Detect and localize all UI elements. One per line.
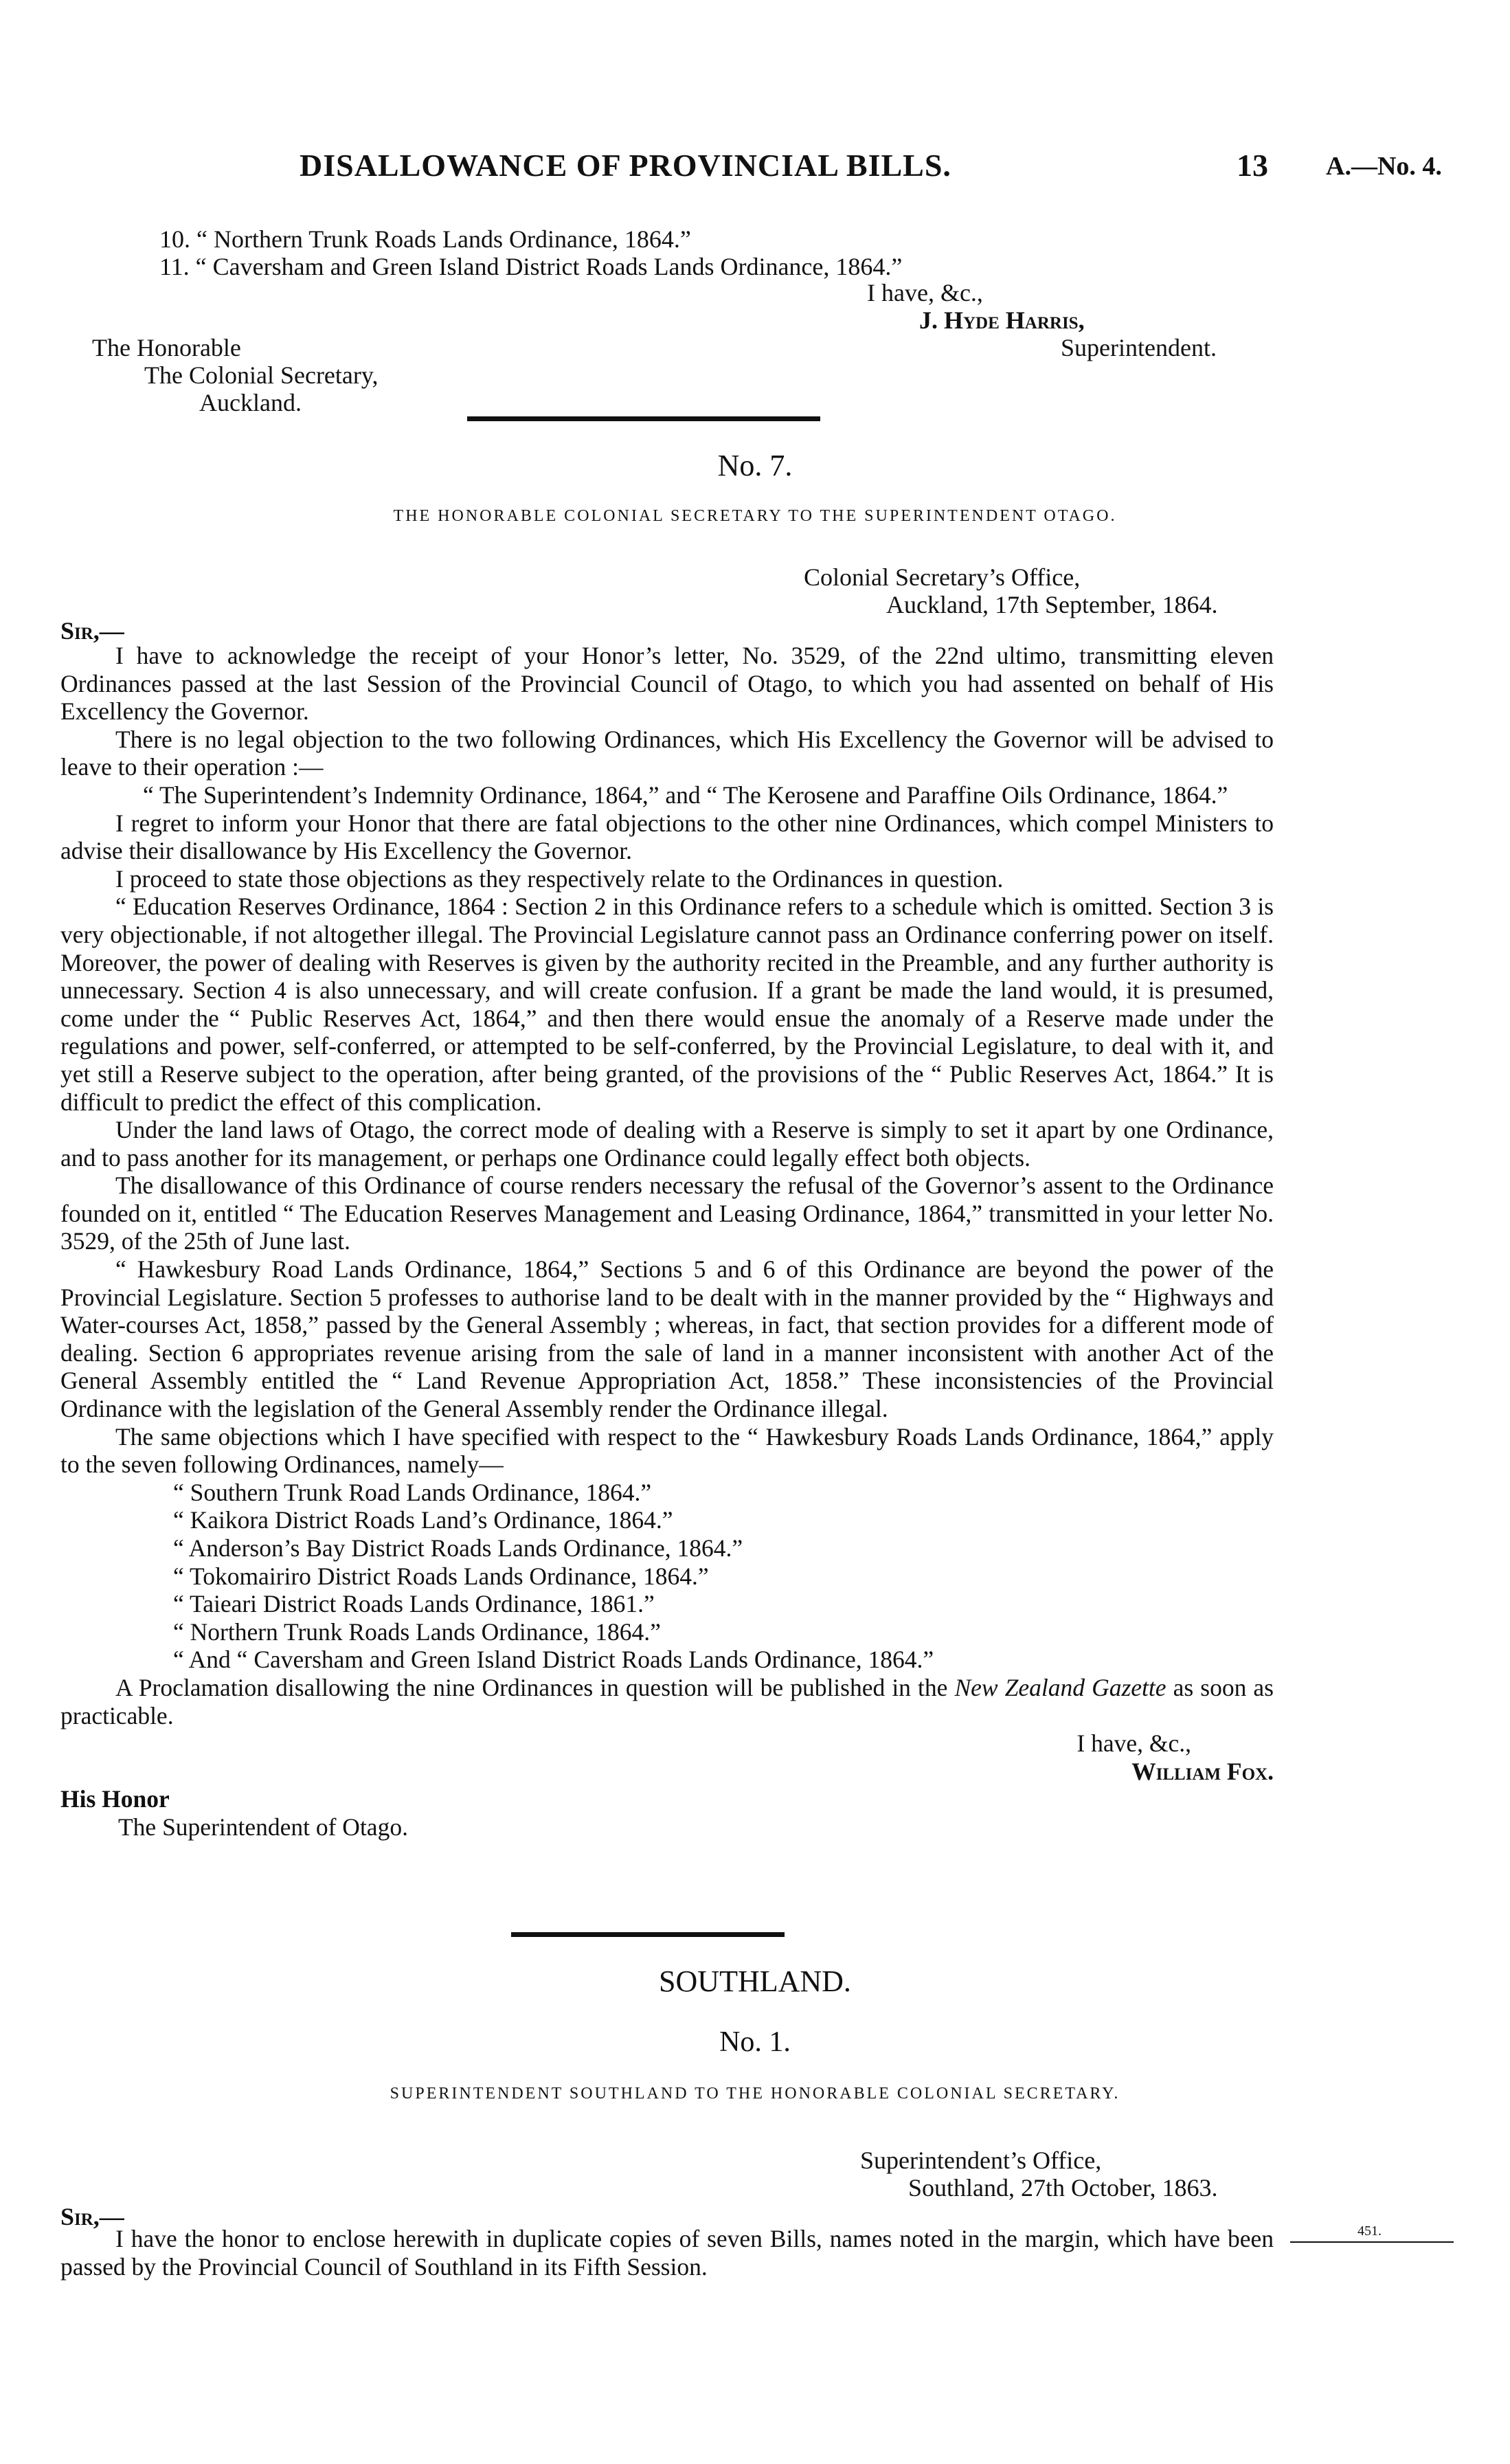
ordinance-item-10: 10. “ Northern Trunk Roads Lands Ordinance, 1864.” [159, 225, 691, 253]
paragraph-no-objection: There is no legal objection to the two following Ordinances, which His Excellency the Governor will be advised to leave to their operation :— [60, 725, 1274, 781]
ordinance-list-item: “ Anderson’s Bay District Roads Lands Ordinance, 1864.” [173, 1534, 743, 1562]
paragraph-approved-ordinances: “ The Superintendent’s Indemnity Ordinance, 1864,” and “ The Kerosene and Paraffine Oils Ordinance, 1864.” [143, 781, 1228, 809]
paragraph-acknowledge: I have to acknowledge the receipt of your Honor’s letter, No. 3529, of the 22nd ultimo, transmitting eleven Ordinances passed at the last Session of the Provincial Council of Otago, to which you had assented on behalf of His Excellency the Governor. [60, 642, 1274, 726]
paragraph-hawkesbury: “ Hawkesbury Road Lands Ordinance, 1864,” Sections 5 and 6 of this Ordinance are beyond the power of the Provincial Legislature. Section 5 professes to authorise land to be dealt with in the manner provided by the “ Highways and Water-courses Act, 1858,” passed by the General Assembly ; whereas, in fact, that section provides for a different mode of dealing. Section 6 appropriates revenue arising from the sale of land in a manner inconsistent with another Act of the General Assembly entitled the “ Land Revenue Appropriation Act, 1858.” These inconsistencies of the Provincial Ordinance with the legislation of the General Assembly render the Ordinance illegal. [60, 1255, 1274, 1423]
margin-rule [1290, 2241, 1454, 2243]
margin-note: 451. [1357, 2224, 1382, 2239]
signature-title: Superintendent. [1061, 334, 1217, 361]
ordinance-list-item: “ Northern Trunk Roads Lands Ordinance, 1864.” [173, 1617, 661, 1646]
running-header-title: DISALLOWANCE OF PROVINCIAL BILLS. [300, 148, 951, 183]
section-title-southland: SOUTHLAND. [659, 1964, 851, 1998]
ordinance-list-item: “ Southern Trunk Road Lands Ordinance, 1864.” [173, 1478, 652, 1506]
addressee-line-3: Auckland. [199, 389, 302, 416]
paragraph-fatal-objections: I regret to inform your Honor that there are fatal objections to the other nine Ordinances, which compel Ministers to advise their disallowance by His Excellency the Governor. [60, 809, 1274, 865]
salutation: Sir,— [60, 2203, 124, 2230]
ordinance-list-item: “ Kaikora District Roads Land’s Ordinance, 1864.” [173, 1506, 673, 1534]
section-divider [467, 416, 820, 421]
paragraph-education-reserves: “ Education Reserves Ordinance, 1864 : Section 2 in this Ordinance refers to a schedule which is omitted. Section 3 is very objectionable, if not altogether illegal. The Provincial Legislature cannot pass an Ordinance conferring power on itself. Moreover, the power of dealing with Reserves is given by the authority recited in the Preamble, and any further authority is unnecessary. Section 4 is also unnecessary, and will create confusion. If a grant be made the land would, it is presumed, come under the “ Public Reserves Act, 1864,” and then there would ensue the anomaly of a Reserve made under the regulations and power, self-conferred, or attempted to be self-conferred, by the Provincial Legislature, to deal with it, and yet still a Reserve subject to the operation, after being granted, of the provisions of the “ Public Reserves Act, 1864.” It is difficult to predict the effect of this complication. [60, 893, 1274, 1116]
paragraph-land-laws: Under the land laws of Otago, the correct mode of dealing with a Reserve is simply to set it apart by one Ordinance, and to pass another for its management, or perhaps one Ordinance could legally effect both objects. [60, 1116, 1274, 1172]
addressee-line-2: The Colonial Secretary, [144, 361, 379, 389]
paragraph-same-objections: The same objections which I have specified with respect to the “ Hawkesbury Roads Lands Ordinance, 1864,” apply to the seven following Ordinances, namely— [60, 1422, 1274, 1479]
ordinance-list-item: “ And “ Caversham and Green Island District Roads Lands Ordinance, 1864.” [173, 1646, 934, 1674]
signature-harris: J. Hyde Harris, [919, 306, 1085, 334]
page-number: 13 [1237, 148, 1268, 183]
ordinance-list-item: “ Tokomairiro District Roads Lands Ordinance, 1864.” [173, 1562, 709, 1590]
gazette-title: New Zealand Gazette [954, 1673, 1167, 1701]
letter-caption: SUPERINTENDENT SOUTHLAND TO THE HONORABLE COLONIAL SECRETARY. [390, 2085, 1120, 2103]
paragraph-disallowance: The disallowance of this Ordinance of course renders necessary the refusal of the Governor’s assent to the Ordinance founded on it, entitled “ The Education Reserves Management and Leasing Ordinance, 1864,” transmitted in your letter No. 3529, of the 25th of June last. [60, 1172, 1274, 1255]
letter-number-heading: No. 7. [717, 449, 793, 482]
paragraph-proclamation: A Proclamation disallowing the nine Ordinances in question will be published in the New Zealand Gazette as soon as practicable. [60, 1673, 1274, 1729]
addressee-line-2: The Superintendent of Otago. [118, 1813, 408, 1841]
paragraph-proceed: I proceed to state those objections as they respectively relate to the Ordinances in question. [115, 864, 1004, 893]
letter-date: Southland, 27th October, 1863. [908, 2174, 1218, 2202]
letter-number-heading: No. 1. [719, 2026, 791, 2058]
closing-have-etc: I have, &c., [1077, 1729, 1191, 1758]
document-reference: A.—No. 4. [1326, 152, 1442, 181]
closing-have-etc: I have, &c., [867, 279, 983, 306]
letter-body [60, 642, 1274, 1841]
sender-office: Superintendent’s Office, [860, 2147, 1102, 2174]
salutation: Sir,— [60, 617, 124, 645]
ordinance-list-item: “ Taieari District Roads Lands Ordinance, 1861.” [173, 1590, 655, 1618]
paragraph-enclose-bills: I have the honor to enclose herewith in duplicate copies of seven Bills, names noted in the margin, which have been passed by the Provincial Council of Southland in its Fifth Session. [60, 2225, 1274, 2281]
signature-fox: William Fox. [1131, 1757, 1274, 1785]
southland-letter-body [60, 2225, 1274, 2281]
sender-office: Colonial Secretary’s Office, [804, 563, 1081, 591]
addressee-line-1: The Honorable [92, 334, 241, 361]
letter-date: Auckland, 17th September, 1864. [886, 591, 1218, 618]
letter-caption: THE HONORABLE COLONIAL SECRETARY TO THE SUPERINTENDENT OTAGO. [393, 507, 1117, 525]
addressee-line-1: His Honor [60, 1785, 170, 1813]
section-divider [511, 1932, 785, 1937]
ordinance-item-11: 11. “ Caversham and Green Island District Roads Lands Ordinance, 1864.” [159, 253, 903, 280]
